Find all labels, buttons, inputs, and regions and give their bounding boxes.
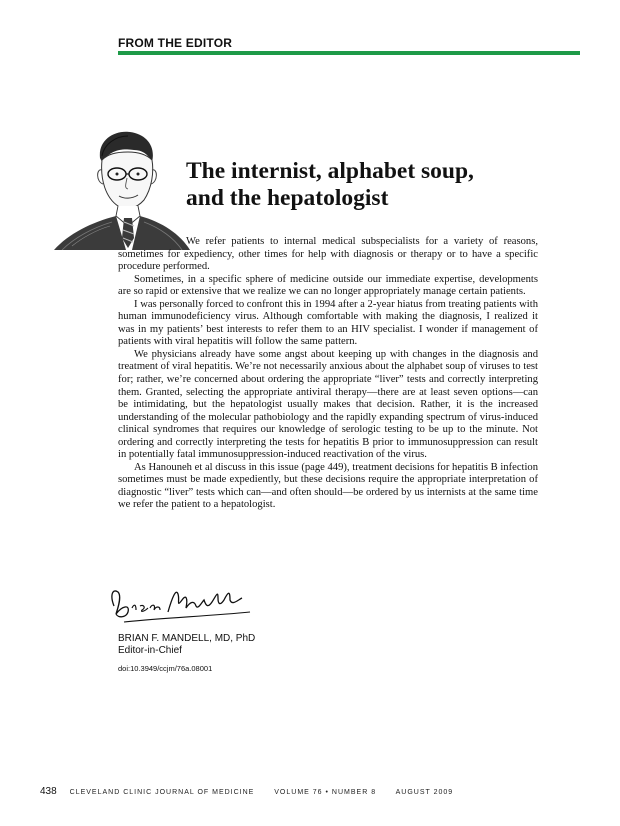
section-label: FROM THE EDITOR	[118, 36, 233, 50]
journal-date: AUGUST 2009	[395, 789, 454, 796]
doi-reference: doi:10.3949/ccjm/76a.08001	[118, 664, 213, 673]
editor-portrait-sketch	[52, 126, 192, 250]
paragraph-2: Sometimes, in a specific sphere of medicine outside our immediate expertise, developments are so rapid or extensive that we realize we can no longer appropriately manage certain patients.	[118, 273, 538, 298]
footer-bullet: •	[325, 789, 329, 796]
header-rule	[118, 51, 580, 55]
handwritten-signature	[100, 578, 260, 628]
editor-role: Editor-in-Chief	[118, 645, 182, 656]
paragraph-1: We refer patients to internal medical subspecialists for a variety of reasons, sometimes for expediency, other times for help with diagnosis or therapy or to have a specific procedure performed.	[118, 236, 538, 273]
paragraph-3: I was personally forced to confront this in 1994 after a 2-year hiatus from treating patients with human immunodeficiency virus. Although comfortable with making the diagnosis, I realized it was in my patients’ best interests to refer them to an HIV specialist. I wonder if management of patients with viral hepatitis will follow the same pattern.	[118, 298, 538, 348]
journal-name: CLEVELAND CLINIC JOURNAL OF MEDICINE	[69, 789, 255, 796]
article-body	[118, 236, 538, 512]
article-title	[186, 158, 586, 212]
title-line-1: The internist, alphabet soup,	[186, 158, 474, 184]
page-footer	[40, 786, 460, 797]
paragraph-4: We physicians already have some angst about keeping up with changes in the diagnosis and treatment of viral hepatitis. We’re not necessarily anxious about the alphabet soup of viruses to test for; rather, we’re concerned about ordering the appropriate “liver” tests and correctly interpreting them. Granted, selecting the appropriate antiviral therapy—there are at least seven options—can be intimidating, but the hepatologist usually makes that decision. Rather, it is the increased understanding of the molecular pathobiology and the rapidly expanding spectrum of virus-induced clinical syndromes that requires our knowledge of serologic testing to be up to the minute. Not ordering and correctly interpreting the tests for hepatitis B prior to immunosuppression can result in potentially fatal immunosuppression-induced reactivation of the virus.	[118, 348, 538, 461]
page-number: 438	[40, 786, 57, 797]
editor-name: BRIAN F. MANDELL, MD, PhD	[118, 633, 256, 644]
paragraph-5: As Hanouneh et al discuss in this issue (page 449), treatment decisions for hepatitis B infection sometimes must be made expediently, but these decisions require the appropriate interpretation of diagnostic “liver” tests which can—and often should—be ordered by us internists at the same time we refer the patient to a hepatologist.	[118, 461, 538, 511]
journal-volume: VOLUME 76	[274, 789, 323, 796]
title-line-2: and the hepatologist	[186, 185, 389, 211]
journal-number: NUMBER 8	[331, 789, 377, 796]
